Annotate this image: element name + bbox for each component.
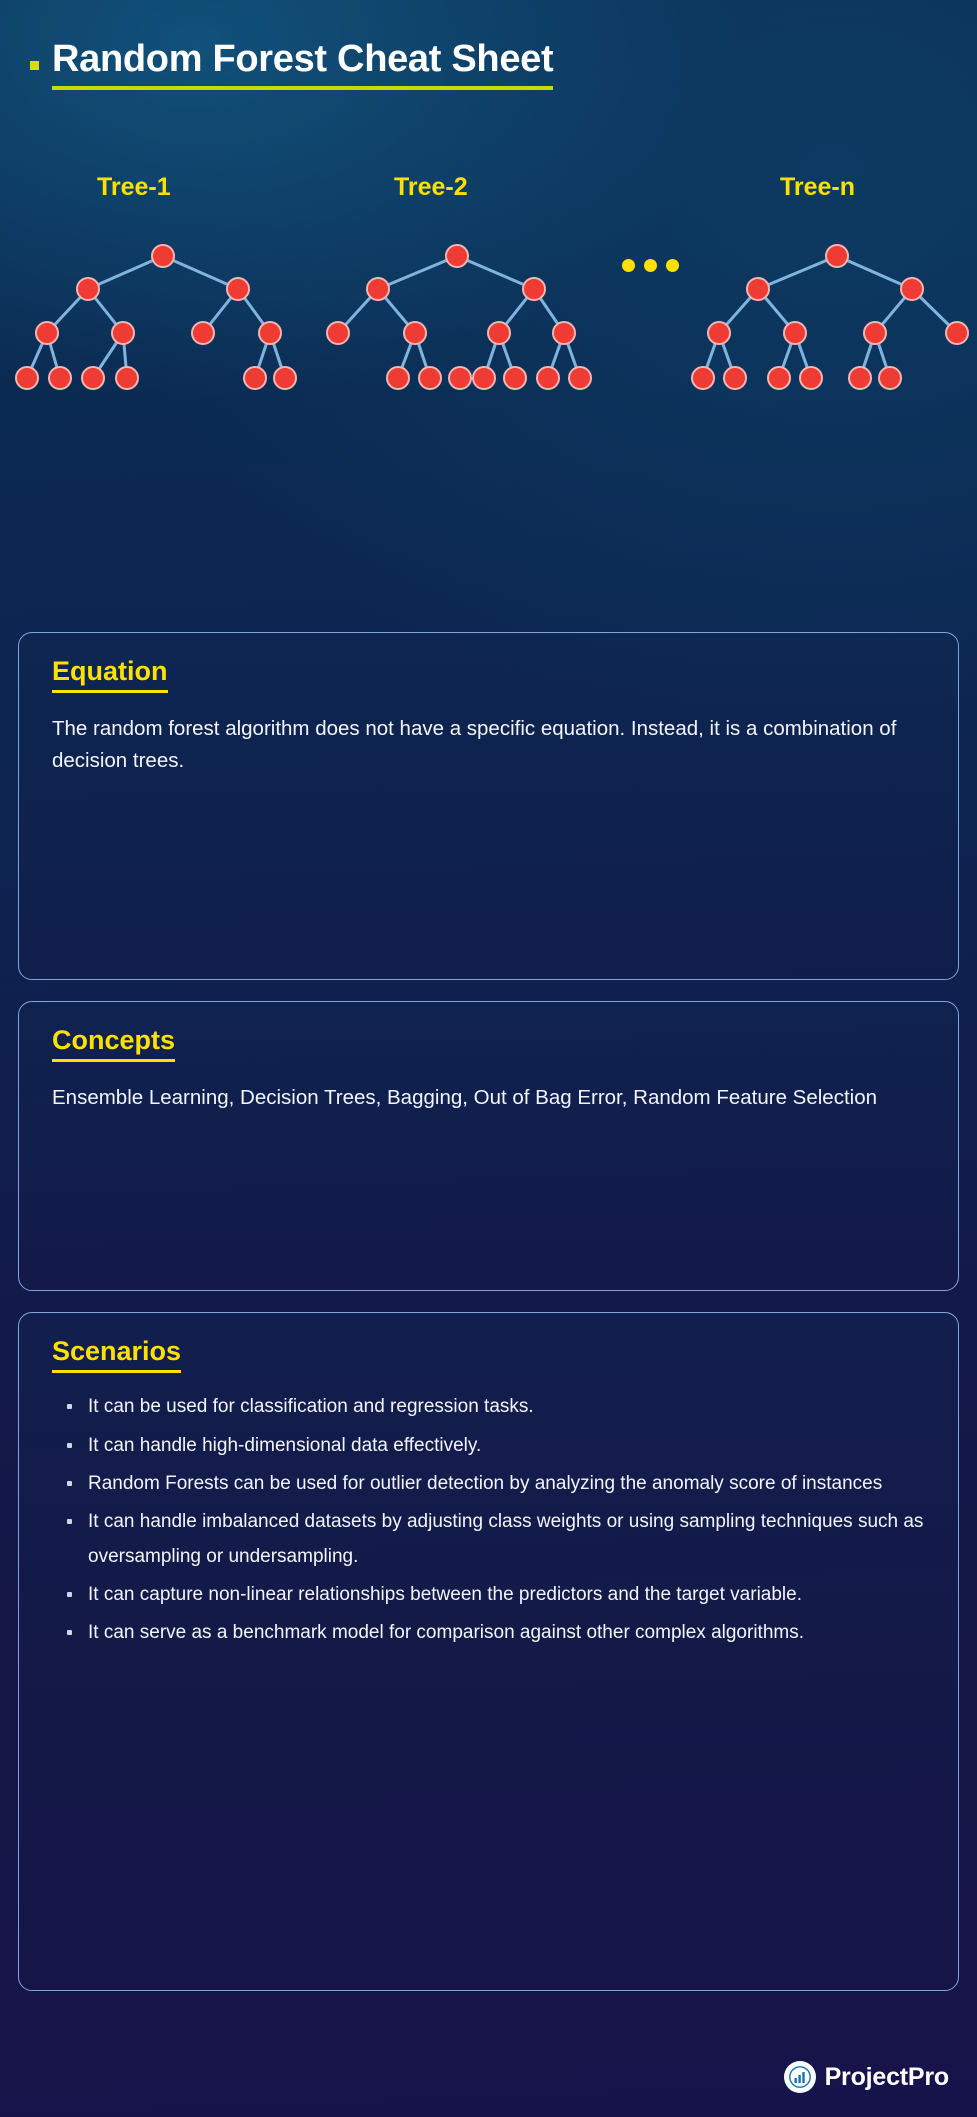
tree-label-1: Tree-1 — [97, 173, 171, 201]
dot-2 — [644, 259, 657, 272]
list-item: It can capture non-linear relationships between the predictors and the target variable. — [65, 1577, 924, 1612]
list-item: Random Forests can be used for outlier detection by analyzing the anomaly score of instances — [65, 1466, 924, 1501]
dot-1 — [622, 259, 635, 272]
tree-label-2: Tree-2 — [394, 173, 468, 201]
scenarios-list — [65, 1389, 924, 1650]
random-forest-diagram — [0, 173, 977, 465]
header-bullet-icon — [30, 61, 39, 70]
list-item: It can handle imbalanced datasets by adjusting class weights or using sampling techniques such as oversampling or undersampling. — [65, 1504, 924, 1574]
tree-graph-1 — [5, 215, 315, 405]
card-title-equation: Equation — [52, 656, 168, 686]
card-equation — [18, 632, 959, 980]
title-underline — [52, 86, 553, 90]
tree-graph-n — [675, 215, 975, 405]
list-item: It can be used for classification and regression tasks. — [65, 1389, 924, 1424]
card-scenarios — [18, 1312, 959, 1991]
ellipsis-dots — [622, 259, 679, 272]
card-title-scenarios: Scenarios — [52, 1336, 182, 1366]
footer-brand-label: ProjectPro — [824, 2062, 949, 2091]
card-concepts — [18, 1001, 959, 1291]
tree-label-n: Tree-n — [780, 173, 856, 201]
card-body-equation: The random forest algorithm does not have a specific equation. Instead, it is a combination of decision trees. — [52, 717, 897, 773]
page-title: Random Forest Cheat Sheet — [52, 38, 554, 80]
footer-brand — [784, 2061, 949, 2093]
card-title-concepts: Concepts — [52, 1025, 176, 1055]
projectpro-chart-logo-icon — [784, 2061, 816, 2093]
card-body-concepts: Ensemble Learning, Decision Trees, Bagging, Out of Bag Error, Random Feature Selection — [52, 1086, 878, 1110]
list-item: It can handle high-dimensional data effectively. — [65, 1428, 924, 1463]
page-header — [30, 38, 553, 82]
tree-graph-2 — [310, 215, 620, 405]
list-item: It can serve as a benchmark model for comparison against other complex algorithms. — [65, 1615, 924, 1650]
